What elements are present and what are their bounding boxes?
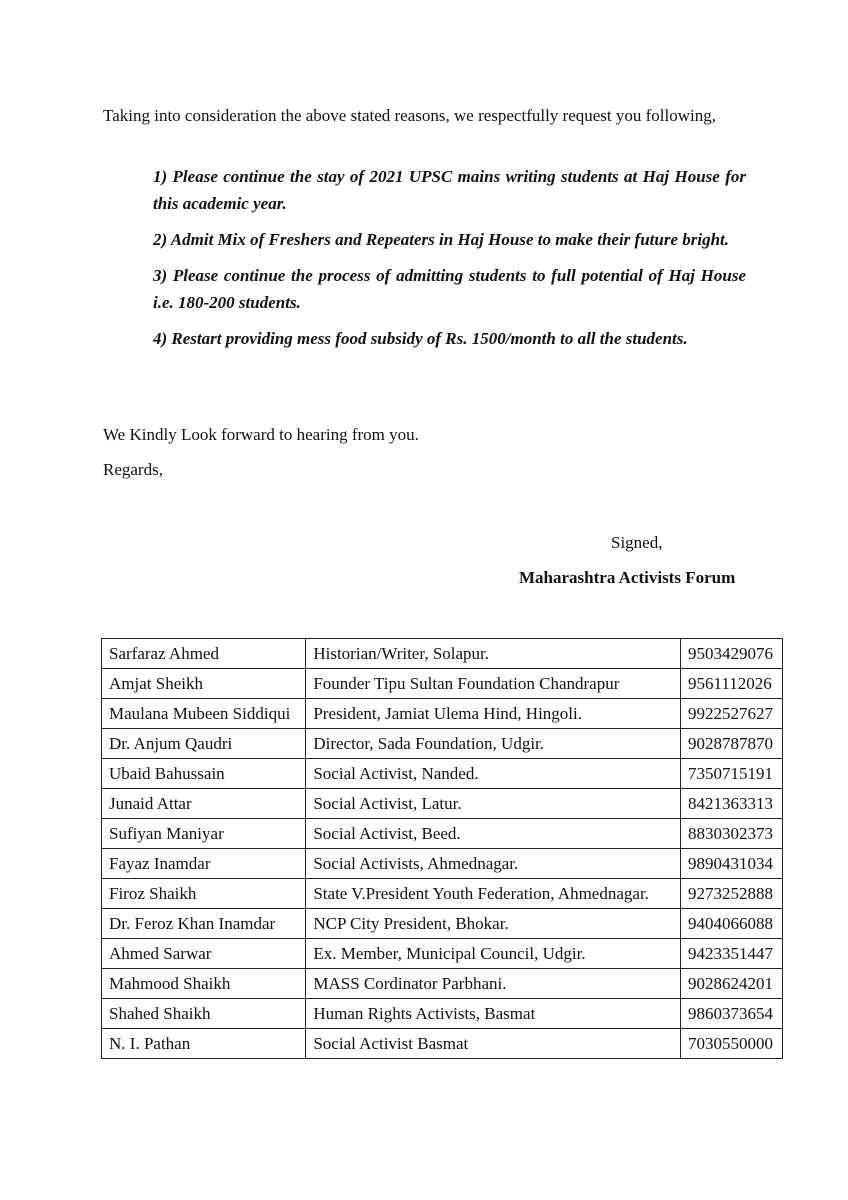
request-item: 3) Please continue the process of admitting students to full potential of Haj House i.e. 180-200 students.	[153, 266, 746, 312]
signatory-name: Maulana Mubeen Siddiqui	[102, 699, 306, 729]
request-list	[153, 163, 746, 361]
signatory-name: Dr. Anjum Qaudri	[102, 729, 306, 759]
table-row	[102, 849, 783, 879]
signatory-designation: Founder Tipu Sultan Foundation Chandrapur	[306, 669, 681, 699]
signatory-phone: 8421363313	[681, 789, 783, 819]
signatory-phone: 9860373654	[681, 999, 783, 1029]
signatory-designation: Director, Sada Foundation, Udgir.	[306, 729, 681, 759]
signatory-designation: NCP City President, Bhokar.	[306, 909, 681, 939]
signatory-designation: Historian/Writer, Solapur.	[306, 639, 681, 669]
request-item: 2) Admit Mix of Freshers and Repeaters in Haj House to make their future bright.	[153, 230, 730, 249]
signatory-designation: Human Rights Activists, Basmat	[306, 999, 681, 1029]
table-row	[102, 639, 783, 669]
signatory-name: Dr. Feroz Khan Inamdar	[102, 909, 306, 939]
signatory-name: Shahed Shaikh	[102, 999, 306, 1029]
signatory-name: Ubaid Bahussain	[102, 759, 306, 789]
signatory-name: Firoz Shaikh	[102, 879, 306, 909]
signatory-designation: Social Activists, Ahmednagar.	[306, 849, 681, 879]
signatory-phone: 9273252888	[681, 879, 783, 909]
signatory-phone: 9922527627	[681, 699, 783, 729]
table-row	[102, 669, 783, 699]
signatory-name: Fayaz Inamdar	[102, 849, 306, 879]
table-row	[102, 699, 783, 729]
signatory-designation: President, Jamiat Ulema Hind, Hingoli.	[306, 699, 681, 729]
signatory-name: Mahmood Shaikh	[102, 969, 306, 999]
signatory-designation: Social Activist, Beed.	[306, 819, 681, 849]
signatory-phone: 8830302373	[681, 819, 783, 849]
table-row	[102, 729, 783, 759]
signatory-designation: Social Activist Basmat	[306, 1029, 681, 1059]
signatory-name: Sufiyan Maniyar	[102, 819, 306, 849]
organization-name: Maharashtra Activists Forum	[519, 568, 736, 587]
table-row	[102, 969, 783, 999]
signatories-table-body	[102, 639, 783, 1059]
table-row	[102, 819, 783, 849]
signatory-phone: 9028787870	[681, 729, 783, 759]
table-row	[102, 1029, 783, 1059]
signatory-name: Amjat Sheikh	[102, 669, 306, 699]
table-row	[102, 759, 783, 789]
signatory-name: Ahmed Sarwar	[102, 939, 306, 969]
signatory-phone: 9890431034	[681, 849, 783, 879]
table-row	[102, 879, 783, 909]
signatory-phone: 9404066088	[681, 909, 783, 939]
signatory-phone: 9503429076	[681, 639, 783, 669]
signatory-phone: 9028624201	[681, 969, 783, 999]
table-row	[102, 909, 783, 939]
request-item: 1) Please continue the stay of 2021 UPSC mains writing students at Haj House for this academic year.	[153, 167, 746, 213]
closing-line: We Kindly Look forward to hearing from you.	[103, 425, 419, 444]
table-row	[102, 939, 783, 969]
signatory-name: Sarfaraz Ahmed	[102, 639, 306, 669]
intro-paragraph: Taking into consideration the above stated reasons, we respectfully request you following,	[103, 106, 717, 125]
signatory-designation: Social Activist, Latur.	[306, 789, 681, 819]
signatory-designation: MASS Cordinator Parbhani.	[306, 969, 681, 999]
signatory-phone: 7030550000	[681, 1029, 783, 1059]
signatory-phone: 9561112026	[681, 669, 783, 699]
request-item: 4) Restart providing mess food subsidy of Rs. 1500/month to all the students.	[153, 329, 688, 348]
signatory-name: N. I. Pathan	[102, 1029, 306, 1059]
signatory-designation: State V.President Youth Federation, Ahmednagar.	[306, 879, 681, 909]
signatory-name: Junaid Attar	[102, 789, 306, 819]
signed-line: Signed,	[611, 533, 663, 552]
signatory-designation: Social Activist, Nanded.	[306, 759, 681, 789]
table-row	[102, 789, 783, 819]
signatory-phone: 9423351447	[681, 939, 783, 969]
table-row	[102, 999, 783, 1029]
signatory-phone: 7350715191	[681, 759, 783, 789]
signatories-table	[101, 638, 783, 1059]
signatory-designation: Ex. Member, Municipal Council, Udgir.	[306, 939, 681, 969]
regards-line: Regards,	[103, 460, 163, 479]
